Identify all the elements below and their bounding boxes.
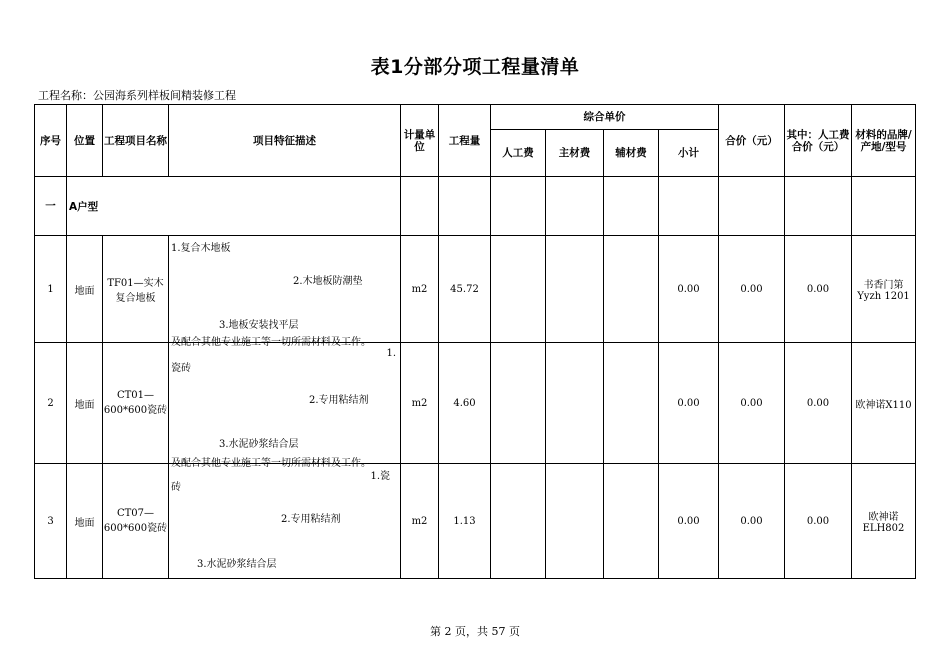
desc-clipped-line: 及配合其他专业施工等一切所需材料及工作。 — [171, 337, 371, 348]
row-description — [169, 337, 401, 464]
header-position: 位置 — [67, 105, 103, 177]
header-row — [35, 105, 916, 130]
section-name: A户型 — [67, 177, 169, 236]
header-unit: 计量单位 — [401, 105, 439, 177]
header-subtotal: 小计 — [659, 130, 719, 177]
row-item-name: CT07—600*600瓷砖 — [103, 464, 169, 579]
project-name: 工程名称：公园海系列样板间精装修工程 — [38, 89, 236, 102]
row-item-name: CT01—600*600瓷砖 — [103, 343, 169, 464]
section-row — [35, 177, 916, 236]
row-unit: m2 — [401, 236, 439, 343]
row-description — [169, 458, 401, 579]
desc-line: 瓷砖 — [171, 363, 191, 374]
row-position: 地面 — [67, 343, 103, 464]
desc-line: 1. — [386, 348, 396, 359]
header-seq: 序号 — [35, 105, 67, 177]
row-unit: m2 — [401, 464, 439, 579]
row-subtotal: 0.00 — [659, 236, 719, 343]
row-position: 地面 — [67, 236, 103, 343]
row-item-name: TF01—实木复合地板 — [103, 236, 169, 343]
desc-line: 2.木地板防潮垫 — [293, 276, 363, 287]
desc-line: 砖 — [171, 482, 181, 493]
header-item-name: 工程项目名称 — [103, 105, 169, 177]
table-row — [35, 343, 916, 464]
row-labor-total: 0.00 — [785, 343, 852, 464]
desc-line: 3.地板安装找平层 — [219, 320, 299, 331]
row-brand: 欧神诺ELH802 — [852, 464, 916, 579]
row-seq: 1 — [35, 236, 67, 343]
header-quantity: 工程量 — [439, 105, 491, 177]
row-quantity: 1.13 — [439, 464, 491, 579]
row-position: 地面 — [67, 464, 103, 579]
row-subtotal: 0.00 — [659, 464, 719, 579]
desc-line: 3.水泥砂浆结合层 — [219, 439, 299, 450]
page-footer: 第 2 页，共 57 页 — [430, 625, 520, 638]
desc-line: 2.专用粘结剂 — [309, 395, 369, 406]
header-composite-price: 综合单价 — [491, 105, 719, 130]
row-seq: 3 — [35, 464, 67, 579]
desc-line: 3.水泥砂浆结合层 — [197, 559, 277, 570]
row-total: 0.00 — [719, 343, 785, 464]
header-brand: 材料的品牌/产地/型号 — [852, 105, 916, 177]
row-description — [169, 236, 401, 343]
table-row — [35, 236, 916, 343]
row-seq: 2 — [35, 343, 67, 464]
table-row — [35, 464, 916, 579]
header-labor-total: 其中：人工费合价（元） — [785, 105, 852, 177]
row-total: 0.00 — [719, 464, 785, 579]
row-labor-total: 0.00 — [785, 236, 852, 343]
header-description: 项目特征描述 — [169, 105, 401, 177]
row-brand: 书香门第Yyzh 1201 — [852, 236, 916, 343]
header-aux-material: 辅材费 — [604, 130, 659, 177]
desc-clipped-line: 及配合其他专业施工等一切所需材料及工作。 — [171, 458, 371, 469]
desc-line: 2.专用粘结剂 — [281, 514, 341, 525]
desc-line: 1.瓷 — [370, 471, 390, 482]
header-labor: 人工费 — [491, 130, 546, 177]
desc-line: 1.复合木地板 — [171, 243, 231, 254]
row-unit: m2 — [401, 343, 439, 464]
row-quantity: 4.60 — [439, 343, 491, 464]
row-brand: 欧神诺X110 — [852, 343, 916, 464]
section-seq: 一 — [35, 177, 67, 236]
row-total: 0.00 — [719, 236, 785, 343]
page-title: 表1分部分项工程量清单 — [370, 56, 580, 78]
bill-of-quantities-table — [34, 104, 916, 579]
row-subtotal: 0.00 — [659, 343, 719, 464]
header-total: 合价（元） — [719, 105, 785, 177]
row-quantity: 45.72 — [439, 236, 491, 343]
header-main-material: 主材费 — [546, 130, 604, 177]
row-labor-total: 0.00 — [785, 464, 852, 579]
